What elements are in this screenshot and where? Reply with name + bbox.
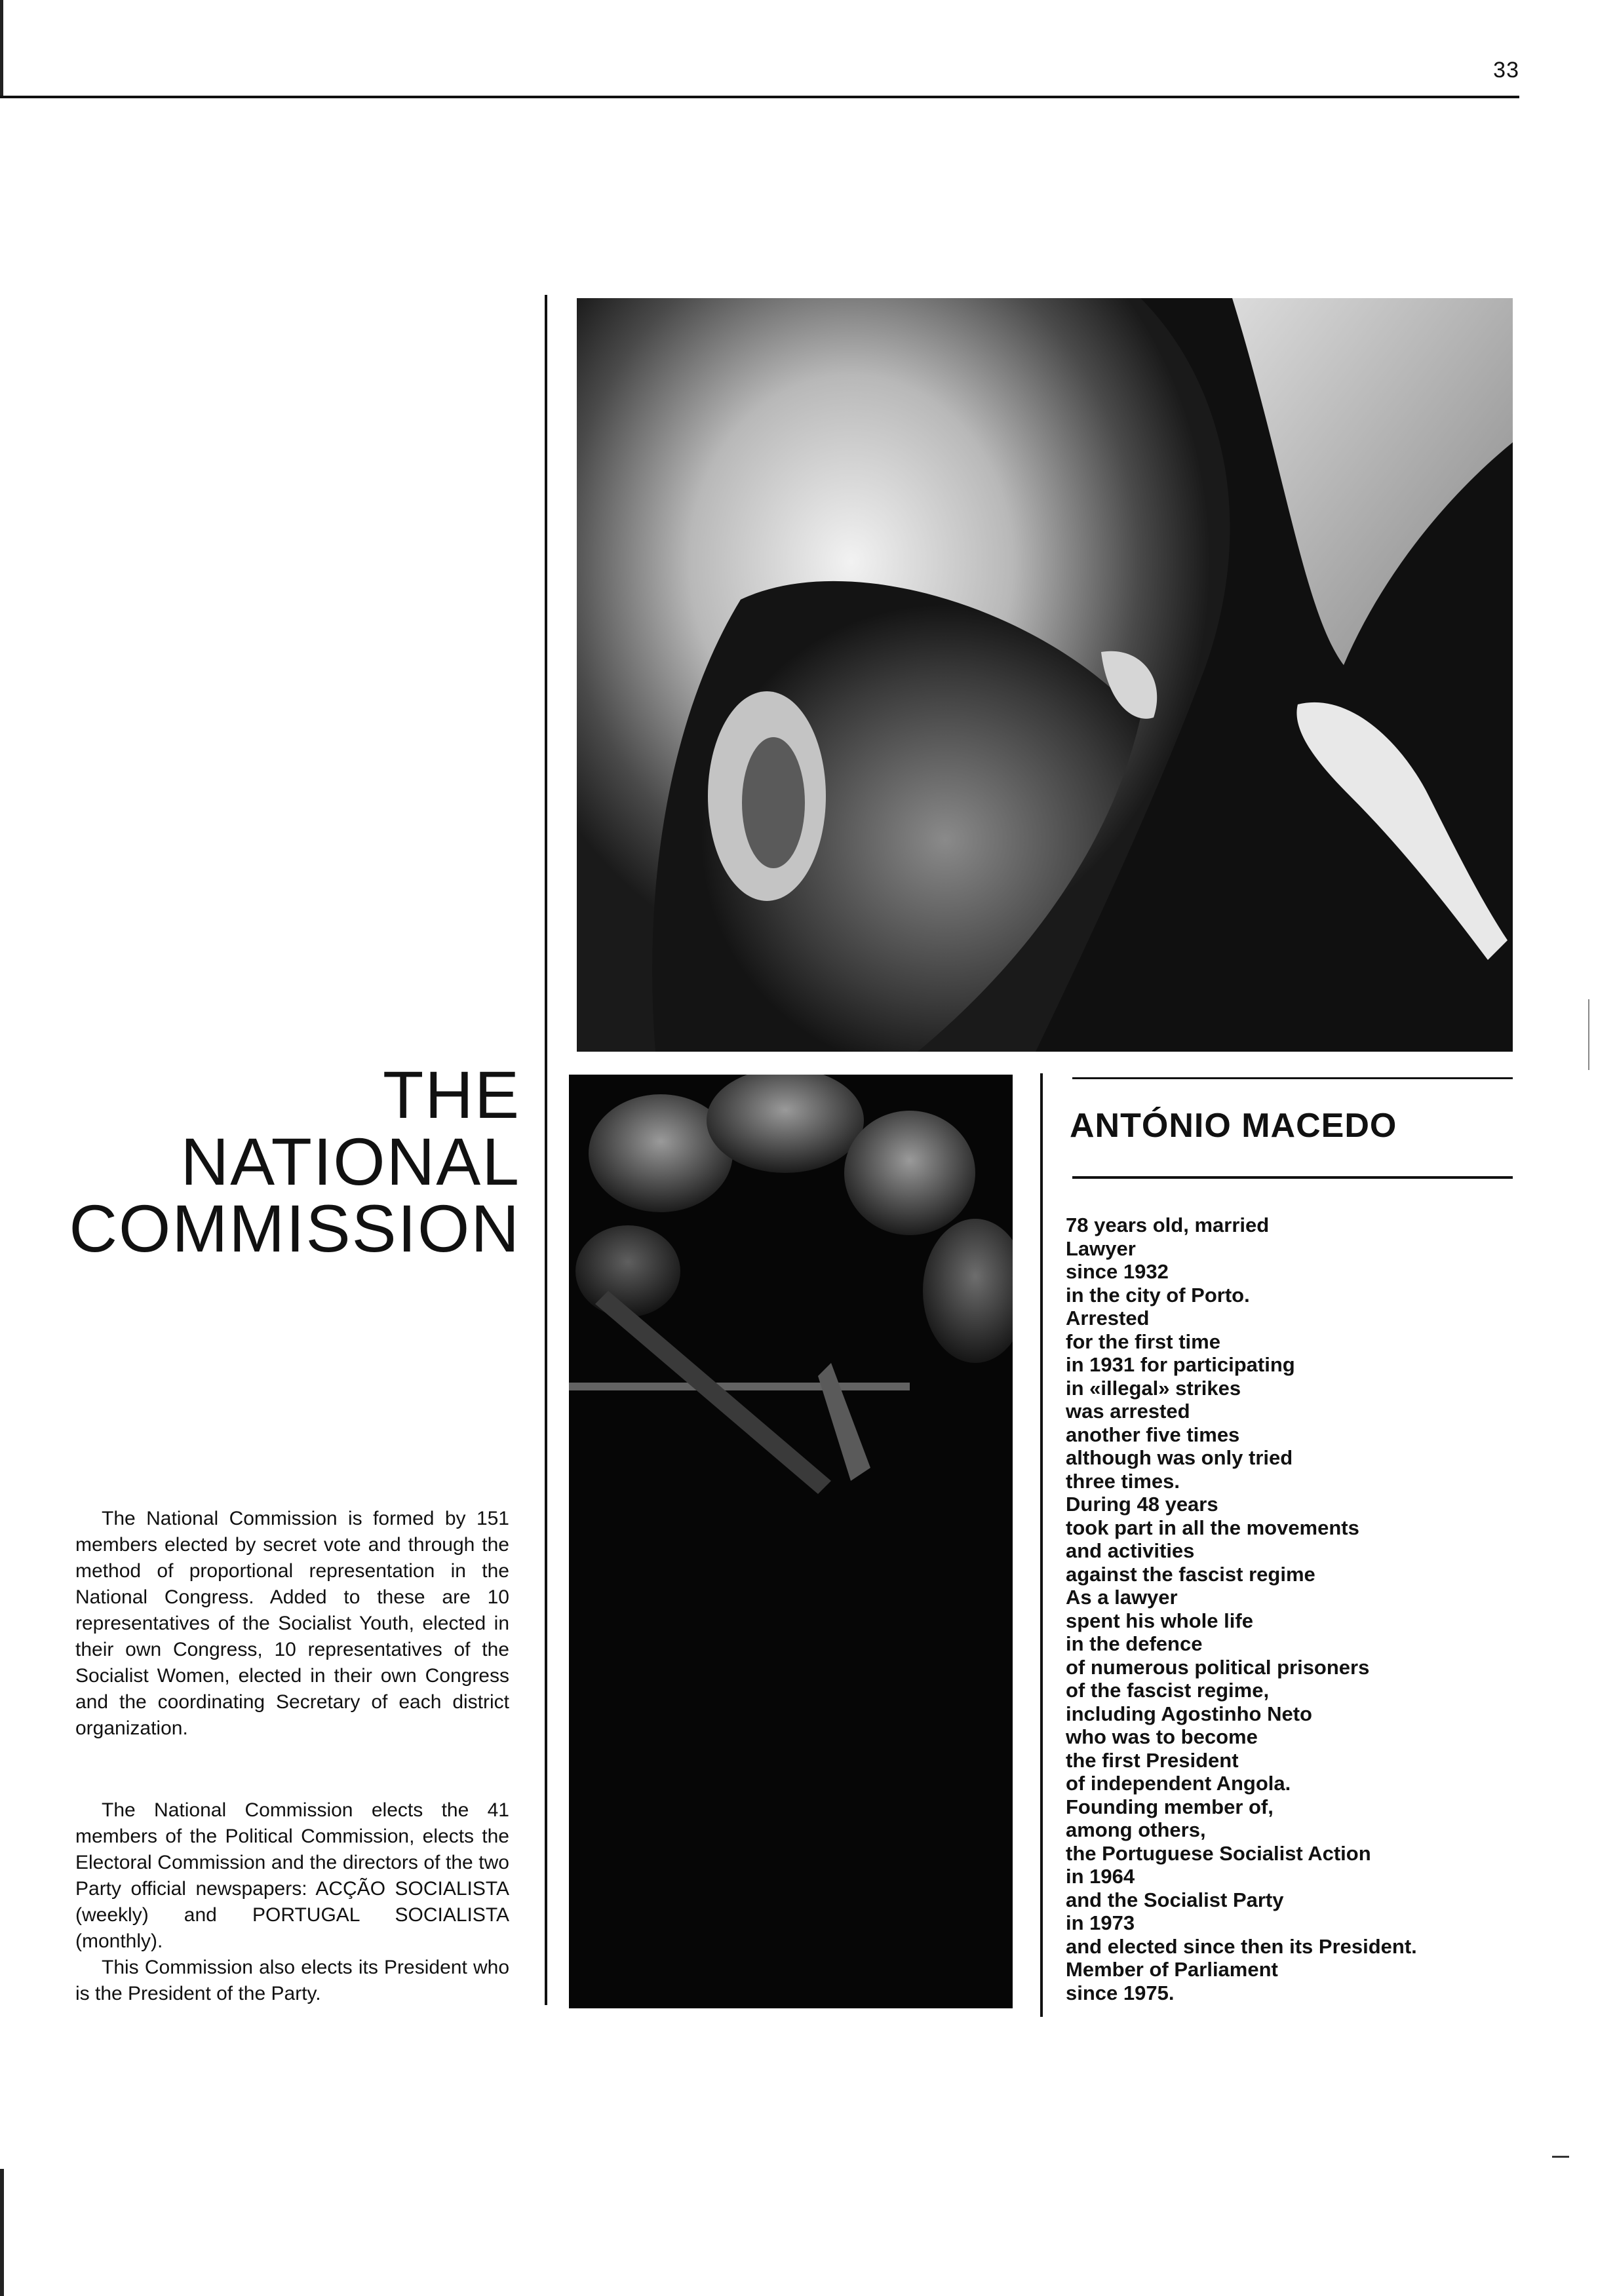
page-number: 33	[1493, 58, 1519, 83]
bio-line: although was only tried	[1066, 1446, 1293, 1469]
body-paragraph: The National Commission is formed by 151 members elected by secret vote and through the method of proportional representation in the National Congress. Added to these are 10 representatives of the Socialist Youth, elected in their own Congress, 10 representatives of the Socialist Women, elected in their own Congress and the coordinating Secretary of each district organization.	[75, 1508, 509, 1739]
bio-line: During 48 years	[1066, 1493, 1218, 1516]
bio-line: and the Socialist Party	[1066, 1888, 1284, 1911]
bio-line: since 1975.	[1066, 1981, 1175, 2004]
portrait-photo	[577, 298, 1513, 1052]
bio-line: among others,	[1066, 1818, 1206, 1841]
bio-line: took part in all the movements	[1066, 1516, 1359, 1539]
header-rule	[0, 96, 1519, 98]
bio-line: in 1931 for participating	[1066, 1353, 1295, 1376]
bio-line: since 1932	[1066, 1260, 1169, 1283]
bio-line: in «illegal» strikes	[1066, 1376, 1241, 1400]
bio-line: in the city of Porto.	[1066, 1283, 1250, 1307]
bio-line: another five times	[1066, 1423, 1240, 1446]
section-title-line: THE	[383, 1058, 520, 1132]
crowd-photo	[569, 1075, 1013, 2008]
profile-bio	[1066, 1214, 1525, 2004]
bio-line: and elected since then its President.	[1066, 1934, 1417, 1958]
bio-line: 78 years old, married	[1066, 1214, 1270, 1236]
bio-line: in 1964	[1066, 1865, 1135, 1888]
bio-line: of numerous political prisoners	[1066, 1655, 1370, 1679]
section-title-line: NATIONAL	[180, 1124, 520, 1199]
bio-line: the Portuguese Socialist Action	[1066, 1841, 1371, 1865]
bio-line: of the fascist regime,	[1066, 1679, 1270, 1702]
bio-line: in the defence	[1066, 1632, 1203, 1655]
bio-line: including Agostinho Neto	[1066, 1702, 1312, 1725]
bio-line: spent his whole life	[1066, 1609, 1253, 1632]
column-divider	[1040, 1073, 1043, 2017]
bio-line: who was to become	[1066, 1725, 1258, 1748]
name-rule	[1072, 1176, 1513, 1179]
portrait-photo-image	[577, 298, 1513, 1052]
bio-line: and activities	[1066, 1539, 1195, 1562]
body-paragraph: This Commission also elects its President who is the President of the Party.	[75, 1957, 509, 2004]
bio-line: As a lawyer	[1066, 1586, 1178, 1609]
column-divider	[545, 295, 547, 2005]
section-title	[22, 1058, 520, 1266]
scan-edge-mark	[0, 2169, 4, 2296]
bio-line: of independent Angola.	[1066, 1772, 1291, 1795]
bio-line: the first President	[1066, 1748, 1239, 1772]
scan-edge-mark	[0, 0, 3, 98]
profile-name: ANTÓNIO MACEDO	[1070, 1107, 1397, 1145]
body-paragraph: The National Commission elects the 41 members of the Political Commission, elects the Electoral Commission and the directors of the two Party official newspapers: ACÇÃO SOCIALISTA (weekly) and PORTUGAL SOCIALISTA (monthly).	[75, 1799, 509, 1952]
bio-line: for the first time	[1066, 1330, 1220, 1353]
bio-line: Member of Parliament	[1066, 1958, 1278, 1981]
name-rule	[1072, 1077, 1513, 1079]
bio-line: against the fascist regime	[1066, 1562, 1315, 1586]
bio-line: Arrested	[1066, 1307, 1150, 1330]
bio-line: was arrested	[1066, 1400, 1190, 1423]
bio-line: in 1973	[1066, 1911, 1135, 1934]
scan-margin-mark	[1552, 2156, 1569, 2158]
bio-line: Founding member of,	[1066, 1795, 1274, 1818]
bio-line: Lawyer	[1066, 1236, 1136, 1260]
crowd-photo-image	[569, 1075, 1013, 2008]
bio-line: three times.	[1066, 1469, 1180, 1493]
scan-margin-mark	[1588, 999, 1589, 1070]
section-title-line: COMMISSION	[69, 1191, 520, 1266]
